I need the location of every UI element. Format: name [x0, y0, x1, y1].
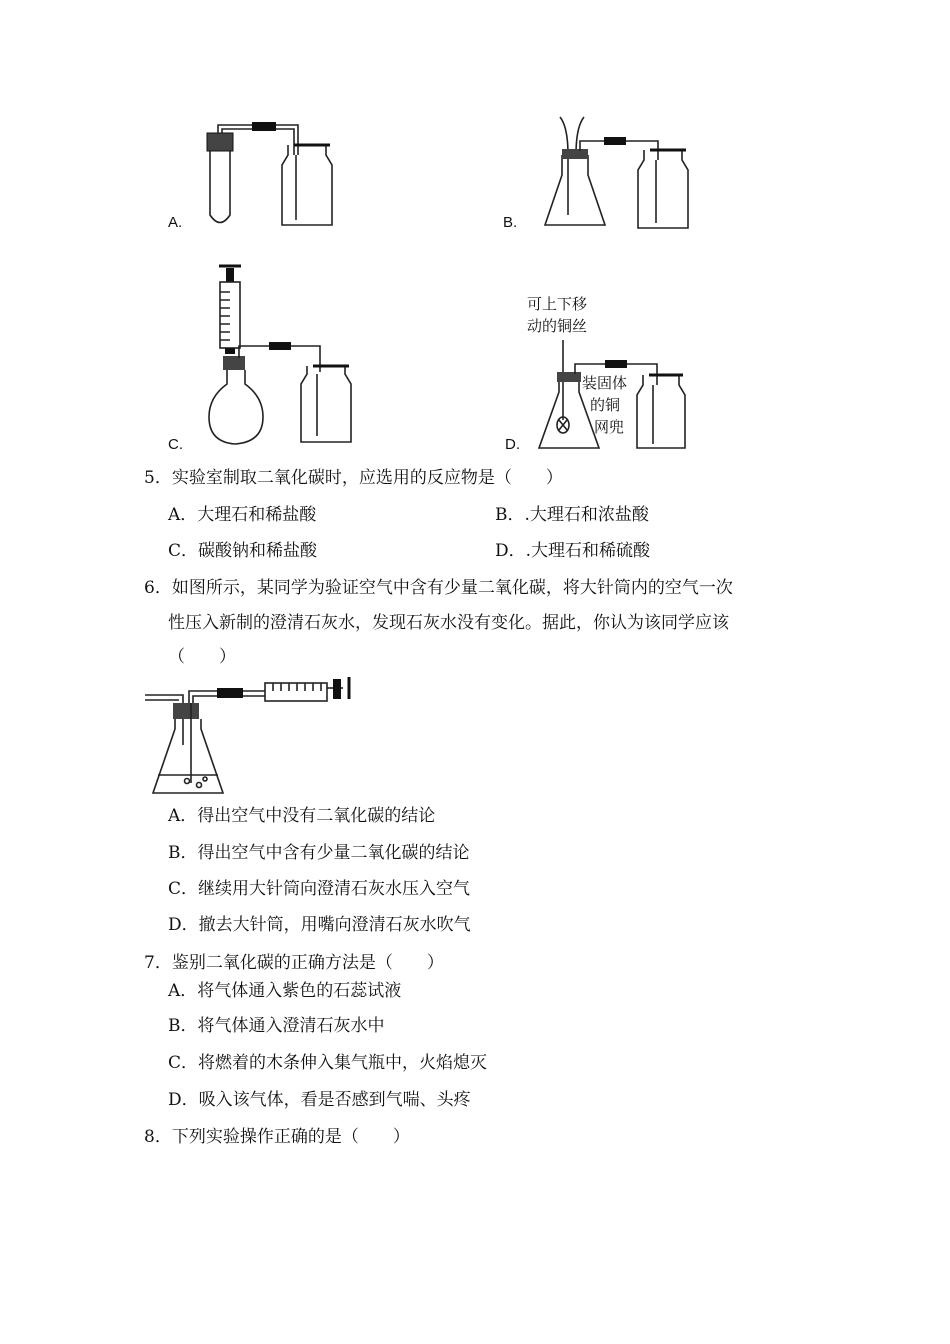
apparatus-a-diagram [200, 115, 340, 235]
q7-option-d[interactable]: D．吸入该气体，看是否感到气喘、头疼 [168, 1090, 471, 1110]
apparatus-b-diagram [540, 115, 690, 235]
question-5-stem: 5．实验室制取二氧化碳时，应选用的反应物是（ ） [144, 468, 563, 488]
q5-option-d[interactable]: D．.大理石和稀硫酸 [495, 541, 651, 561]
q7-option-c[interactable]: C．将燃着的木条伸入集气瓶中，火焰熄灭 [168, 1053, 488, 1073]
question-6-stem-line1: 6．如图所示，某同学为验证空气中含有少量二氧化碳，将大针筒内的空气一次 [144, 578, 733, 598]
q6-option-c[interactable]: C．继续用大针筒向澄清石灰水压入空气 [168, 879, 471, 899]
option-c-label: C. [168, 436, 183, 453]
apparatus-d-diagram [535, 340, 690, 455]
question-6-stem-line2: 性压入新制的澄清石灰水，发现石灰水没有变化。据此，你认为该同学应该 [168, 613, 729, 633]
question-6-stem-line3: （ ） [168, 647, 236, 667]
q7-option-b[interactable]: B．将气体通入澄清石灰水中 [168, 1016, 385, 1036]
option-b-label: B. [503, 214, 518, 231]
option-a-label: A. [168, 214, 183, 231]
copper-mesh-annotation: 装固体 的铜 网兜 [582, 374, 628, 436]
q6-option-d[interactable]: D．撤去大针筒，用嘴向澄清石灰水吹气 [168, 915, 471, 935]
q5-option-a[interactable]: A．大理石和稀盐酸 [168, 505, 317, 525]
question-8-stem: 8．下列实验操作正确的是（ ） [144, 1127, 410, 1147]
question-7-stem: 7．鉴别二氧化碳的正确方法是（ ） [144, 953, 444, 973]
apparatus-c-diagram [205, 262, 355, 447]
q6-option-b[interactable]: B．得出空气中含有少量二氧化碳的结论 [168, 843, 470, 863]
q5-option-c[interactable]: C．碳酸钠和稀盐酸 [168, 541, 318, 561]
q6-option-a[interactable]: A．得出空气中没有二氧化碳的结论 [168, 806, 436, 826]
q5-option-b[interactable]: B．.大理石和浓盐酸 [495, 505, 649, 525]
option-d-label: D. [505, 436, 520, 453]
q7-option-a[interactable]: A．将气体通入紫色的石蕊试液 [168, 981, 402, 1001]
copper-wire-annotation: 可上下移 动的铜丝 [527, 295, 588, 335]
syringe-flask-diagram [145, 675, 360, 800]
